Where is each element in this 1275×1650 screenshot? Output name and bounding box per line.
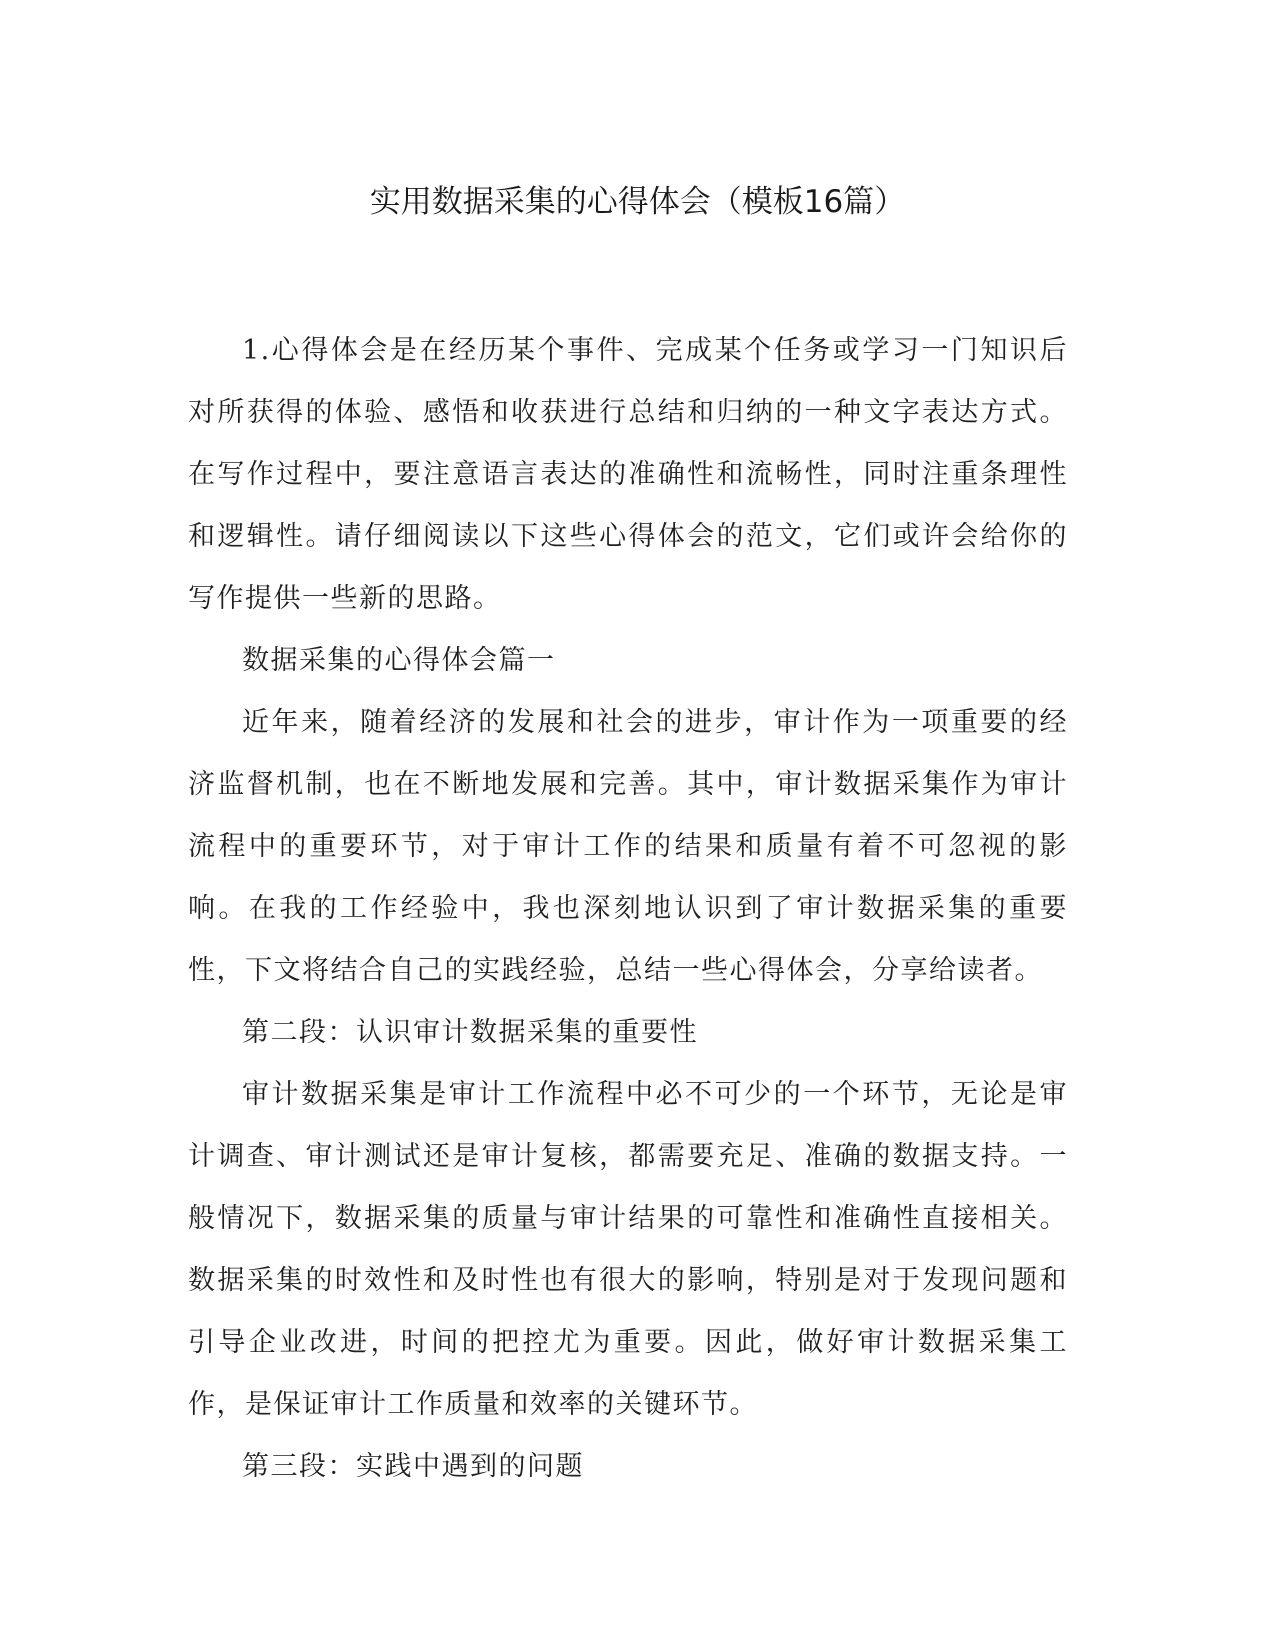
document-body [188,320,1068,1498]
document-title: 实用数据采集的心得体会（模板16篇） [369,184,906,220]
intro-paragraph: 1.心得体会是在经历某个事件、完成某个任务或学习一门知识后对所获得的体验、感悟和收获进行总结和归纳的一种文字表达方式。在写作过程中，要注意语言表达的准确性和流畅性，同时注重条理性和逻辑性。请仔细阅读以下这些心得体会的范文，它们或许会给你的写作提供一些新的思路。 [188,335,1068,614]
body-paragraph: 近年来，随着经济的发展和社会的进步，审计作为一项重要的经济监督机制，也在不断地发展和完善。其中，审计数据采集作为审计流程中的重要环节，对于审计工作的结果和质量有着不可忽视的影响。在我的工作经验中，我也深刻地认识到了审计数据采集的重要性，下文将结合自己的实践经验，总结一些心得体会，分享给读者。 [188,707,1068,986]
section-heading-part-one: 数据采集的心得体会篇一 [242,645,556,676]
section-heading-third: 第三段：实践中遇到的问题 [242,1451,584,1482]
section-heading-second: 第二段：认识审计数据采集的重要性 [242,1017,698,1048]
body-paragraph: 审计数据采集是审计工作流程中必不可少的一个环节，无论是审计调查、审计测试还是审计复核，都需要充足、准确的数据支持。一般情况下，数据采集的质量与审计结果的可靠性和准确性直接相关。数据采集的时效性和及时性也有很大的影响，特别是对于发现问题和引导企业改进，时间的把控尤为重要。因此，做好审计数据采集工作，是保证审计工作质量和效率的关键环节。 [188,1079,1068,1420]
